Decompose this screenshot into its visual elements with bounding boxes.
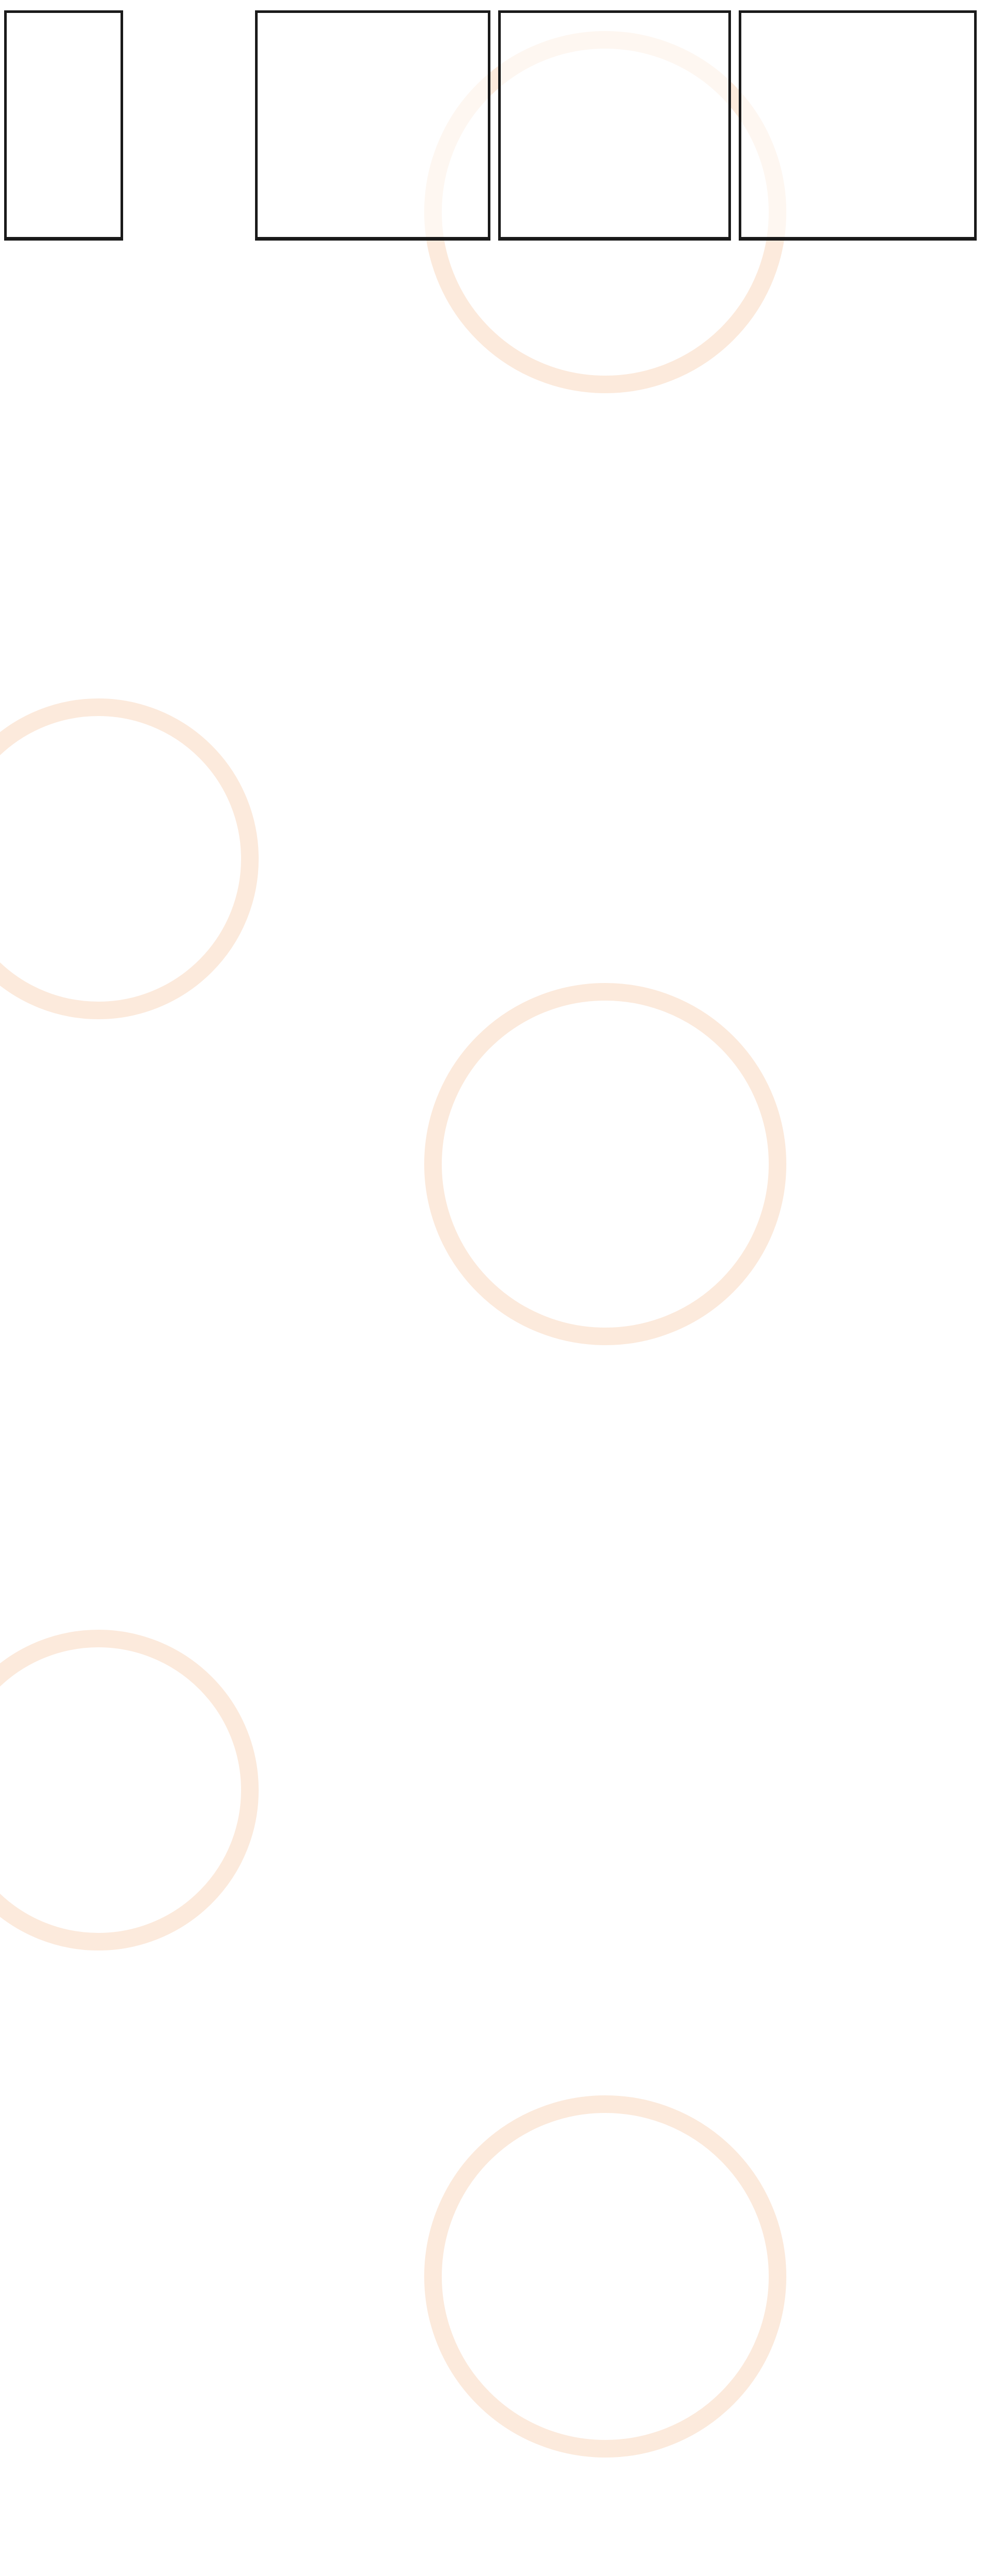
watermark-clock-ring	[0, 698, 259, 1019]
court-notice	[255, 10, 490, 241]
court-notice	[739, 10, 977, 241]
court-notice	[498, 10, 731, 241]
watermark-clock-ring	[424, 2095, 786, 2458]
watermark-clock-ring	[424, 983, 786, 1345]
watermark-clock-ring	[0, 1630, 259, 1950]
court-notice	[4, 10, 123, 241]
